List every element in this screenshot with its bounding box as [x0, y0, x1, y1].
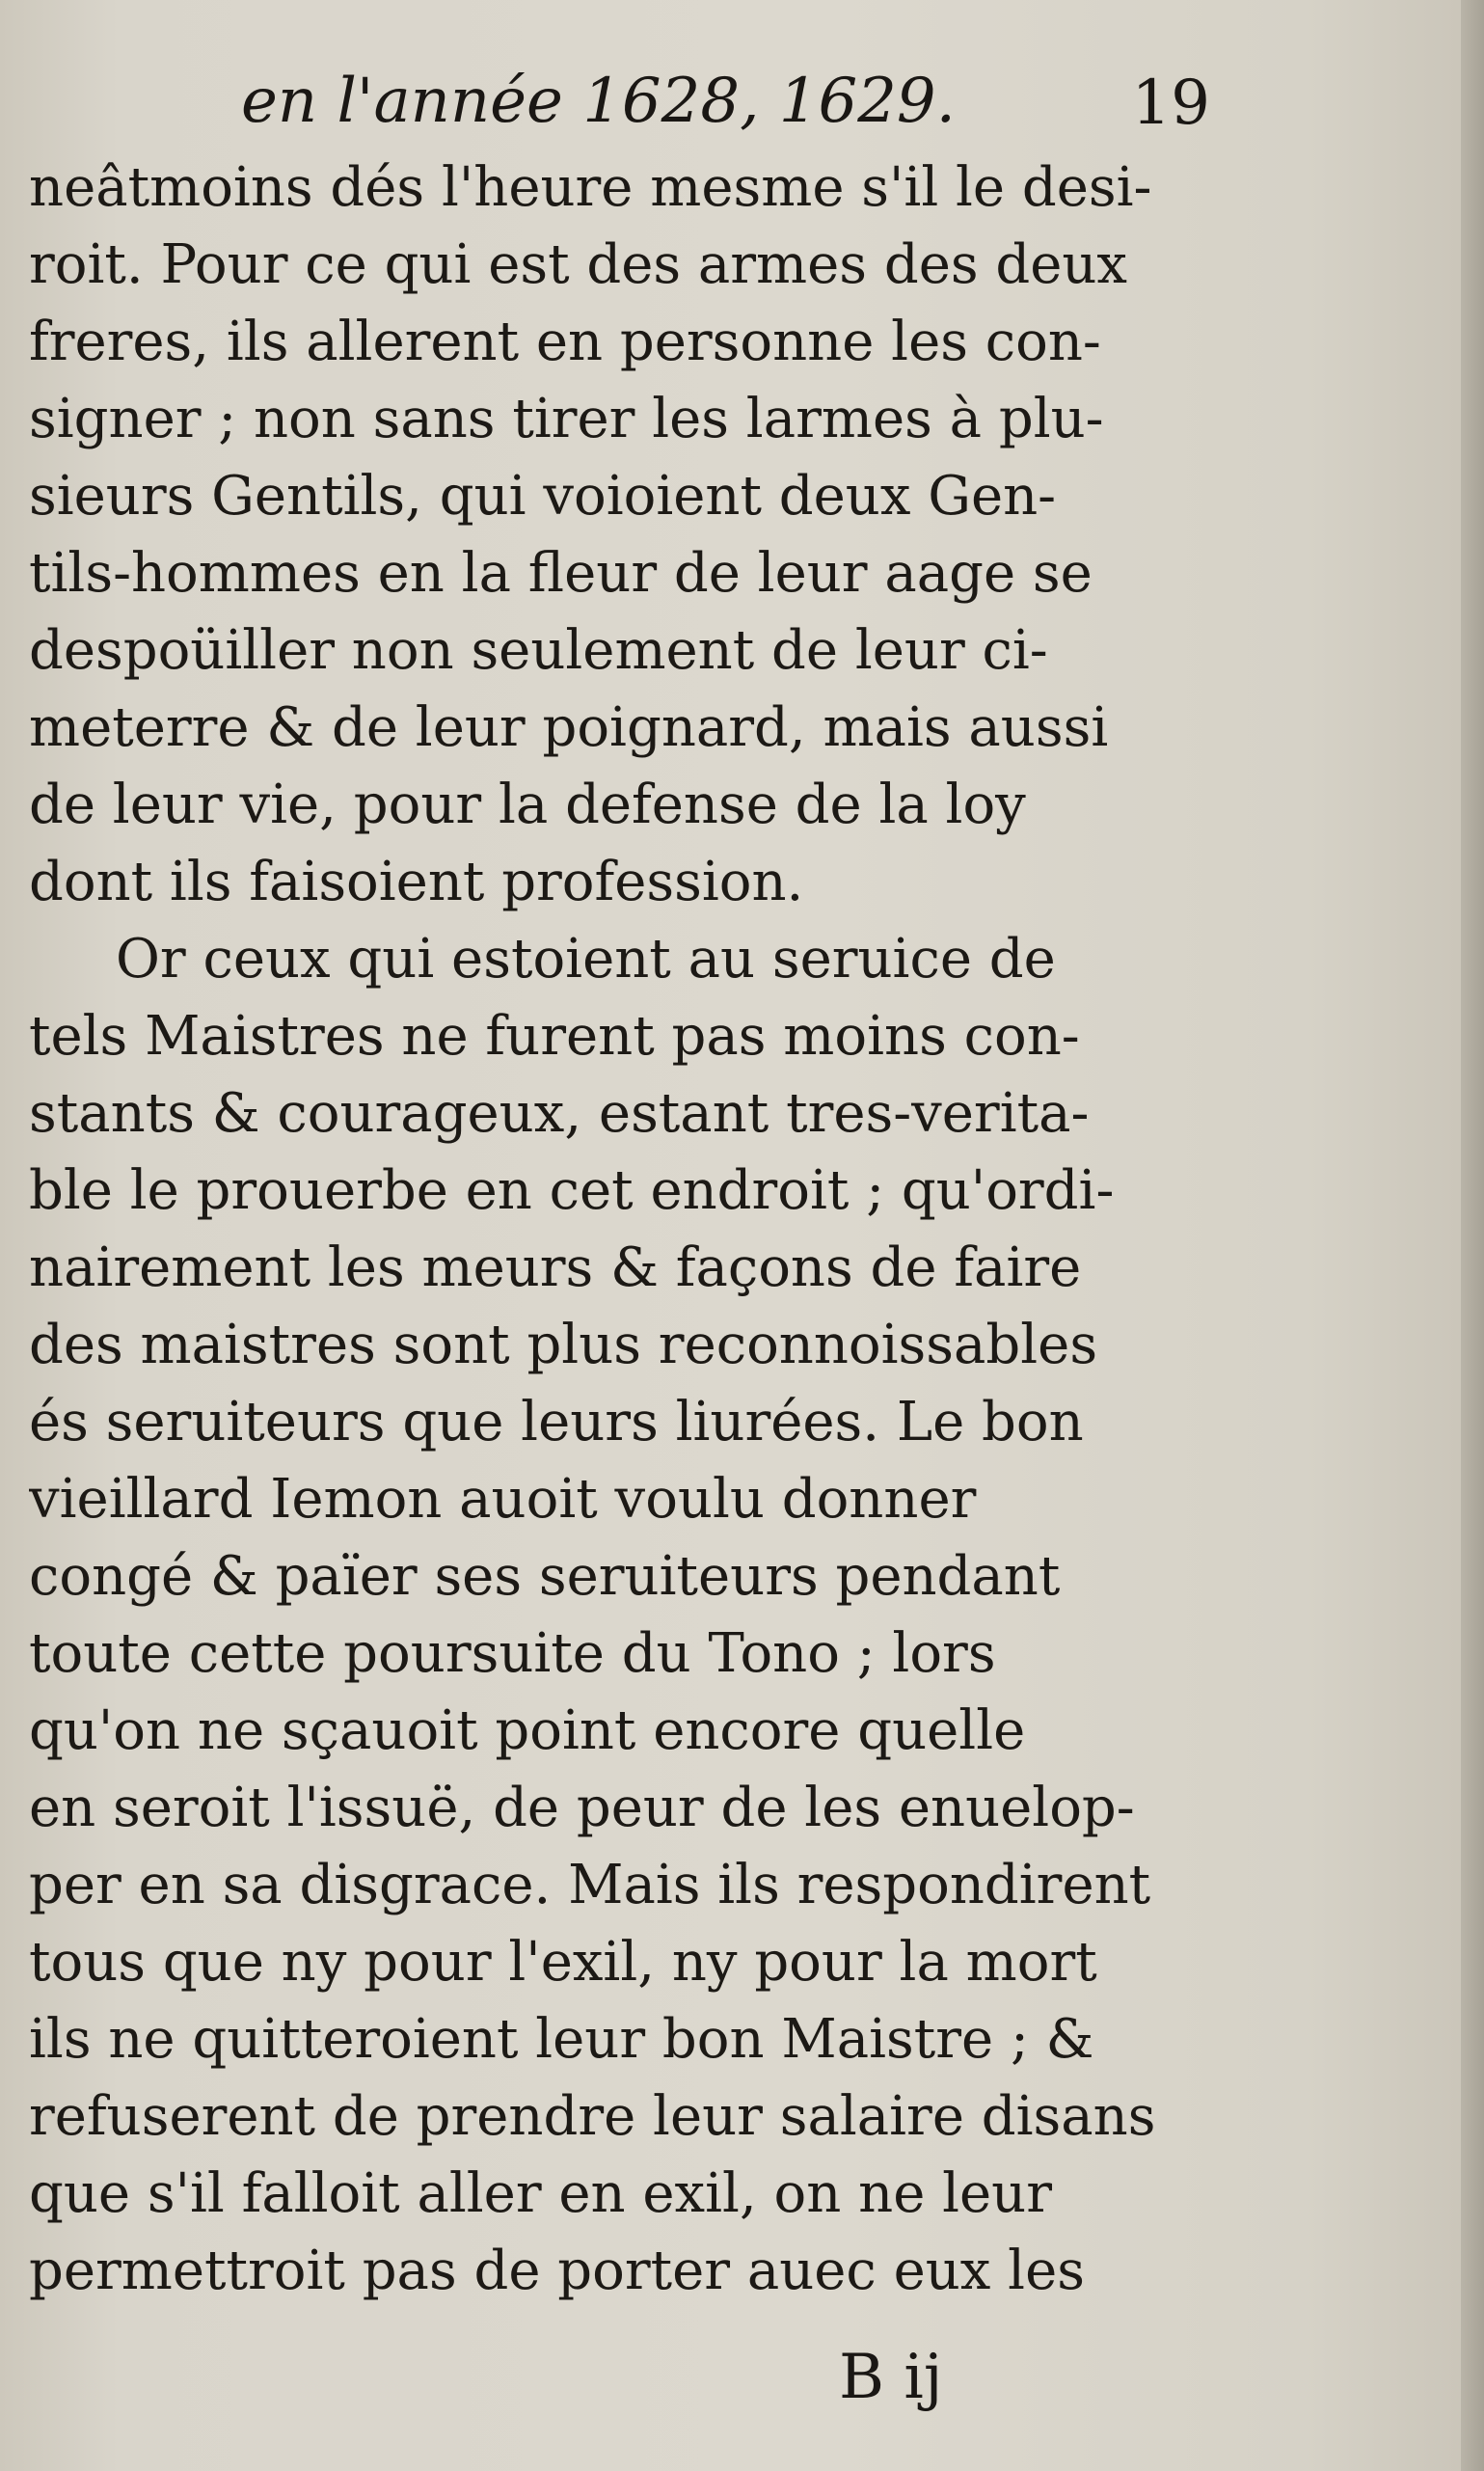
- text-line: que s'il falloit aller en exil, on ne leur: [29, 2162, 1053, 2225]
- text-line: vieillard Iemon auoit voulu donner: [29, 1468, 977, 1531]
- text-line: és seruiteurs que leurs liurées. Le bon: [29, 1391, 1084, 1453]
- text-line: refuserent de prendre leur salaire disans: [29, 2085, 1156, 2148]
- text-line: dont ils faisoient profession.: [29, 851, 804, 913]
- running-head: en l'année 1628, 1629.: [241, 66, 956, 137]
- page-number: 19: [1131, 68, 1210, 139]
- paragraph-first-line: Or ceux qui estoient au seruice de: [116, 928, 1056, 991]
- text-line: per en sa disgrace. Mais ils respondirent: [29, 1854, 1151, 1916]
- text-line: congé & païer ses seruiteurs pendant: [29, 1545, 1061, 1608]
- text-line: en seroit l'issuë, de peur de les enuelop-: [29, 1777, 1135, 1839]
- text-line: ils ne quitteroient leur bon Maistre ; &: [29, 2008, 1094, 2071]
- text-line: freres, ils allerent en personne les con-: [29, 311, 1101, 373]
- text-line: de leur vie, pour la defense de la loy: [29, 774, 1026, 836]
- text-line: des maistres sont plus reconnoissables: [29, 1314, 1098, 1376]
- text-line: sieurs Gentils, qui voioient deux Gen-: [29, 465, 1057, 528]
- signature-mark: B ij: [839, 2342, 943, 2413]
- text-line: despoüiller non seulement de leur ci-: [29, 619, 1048, 682]
- text-line: meterre & de leur poignard, mais aussi: [29, 696, 1109, 759]
- text-line: roit. Pour ce qui est des armes des deux: [29, 233, 1128, 296]
- text-line: toute cette poursuite du Tono ; lors: [29, 1622, 996, 1685]
- body-text: [29, 149, 1215, 2310]
- text-line: neâtmoins dés l'heure mesme s'il le desi-: [29, 156, 1152, 219]
- text-line: tous que ny pour l'exil, ny pour la mort: [29, 1931, 1097, 1994]
- text-line: permettroit pas de porter auec eux les: [29, 2240, 1085, 2302]
- text-line: nairement les meurs & façons de faire: [29, 1236, 1082, 1299]
- page-edge: [1461, 0, 1484, 2471]
- text-line: tils-hommes en la fleur de leur aage se: [29, 542, 1093, 605]
- text-line: ble le prouerbe en cet endroit ; qu'ordi-: [29, 1159, 1115, 1222]
- text-line: tels Maistres ne furent pas moins con-: [29, 1005, 1080, 1068]
- text-line: qu'on ne sçauoit point encore quelle: [29, 1699, 1026, 1762]
- text-line: signer ; non sans tirer les larmes à plu-: [29, 388, 1104, 450]
- text-line: stants & courageux, estant tres-verita-: [29, 1082, 1090, 1145]
